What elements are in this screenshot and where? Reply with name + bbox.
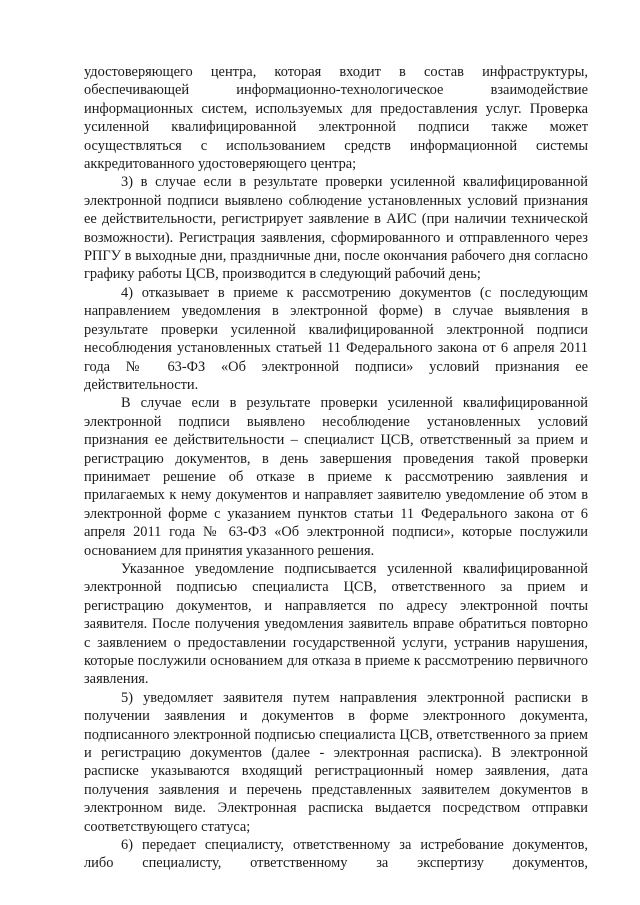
paragraph-item-5: 5) уведомляет заявителя путем направления электронной расписки в получении заявления и документов в форме электронного документа, подписанного электронной подписью специалиста ЦСВ, ответственного за прием и регистрацию документов (далее - электронная расписка). В электронной расписке указываются входящий регистрационный номер заявления, дата получения заявления и перечень представленных заявителем документов в электронном виде. Электронная расписка выдается посредством отправки соответствующего статуса; <box>84 689 588 835</box>
paragraph-item-3: 3) в случае если в результате проверки усиленной квалифицированной электронной подписи выявлено соблюдение установленных условий признания ее действительности, регистрирует заявление в АИС (при наличии технической возможности). Регистрация заявления, сформированного и отправленного через РПГУ в выходные дни, праздничные дни, после окончания рабочего дня согласно графику работы ЦСВ, производится в следующий рабочий день; <box>84 174 588 283</box>
paragraph-notification: Указанное уведомление подписывается усиленной квалифицированной электронной подписью специалиста ЦСВ, ответственного за прием и регистрацию документов, и направляется по адресу электронной почты заявителя. После получения уведомления заявитель вправе обратиться повторно с заявлением о предоставлении государственной услуги, устранив нарушения, которые послужили основанием для отказа в приеме к рассмотрению первичного заявления. <box>84 560 588 688</box>
document-page <box>84 63 588 873</box>
paragraph-item-6: 6) передает специалисту, ответственному за истребование документов, либо специалисту, ответственному за экспертизу документов, <box>84 837 588 872</box>
paragraph-refusal: В случае если в результате проверки усиленной квалифицированной электронной подписи выявлено несоблюдение установленных условий признания ее действительности – специалист ЦСВ, ответственный за прием и регистрацию документов, в день завершения проведения такой проверки принимает решение об отказе в приеме к рассмотрению заявления и прилагаемых к нему документов и направляет заявителю уведомление об этом в электронной форме с указанием пунктов статьи 11 Федерального закона от 6 апреля 2011 года № 63-ФЗ «Об электронной подписи», которые послужили основанием для принятия указанного решения. <box>84 395 588 559</box>
paragraph-continuation: удостоверяющего центра, которая входит в состав инфраструктуры, обеспечивающей информационно-технологическое взаимодействие информационных систем, используемых для предоставления услуг. Проверка усиленной квалифицированной электронной подписи также может осуществляться с использованием средств информационной системы аккредитованного удостоверяющего центра; <box>84 64 588 173</box>
paragraph-item-4: 4) отказывает в приеме к рассмотрению документов (с последующим направлением уведомления в электронной форме) в случае выявления в результате проверки усиленной квалифицированной электронной подписи несоблюдения установленных статьей 11 Федерального закона от 6 апреля 2011 года № 63-ФЗ «Об электронной подписи» условий признания ее действительности. <box>84 284 588 393</box>
